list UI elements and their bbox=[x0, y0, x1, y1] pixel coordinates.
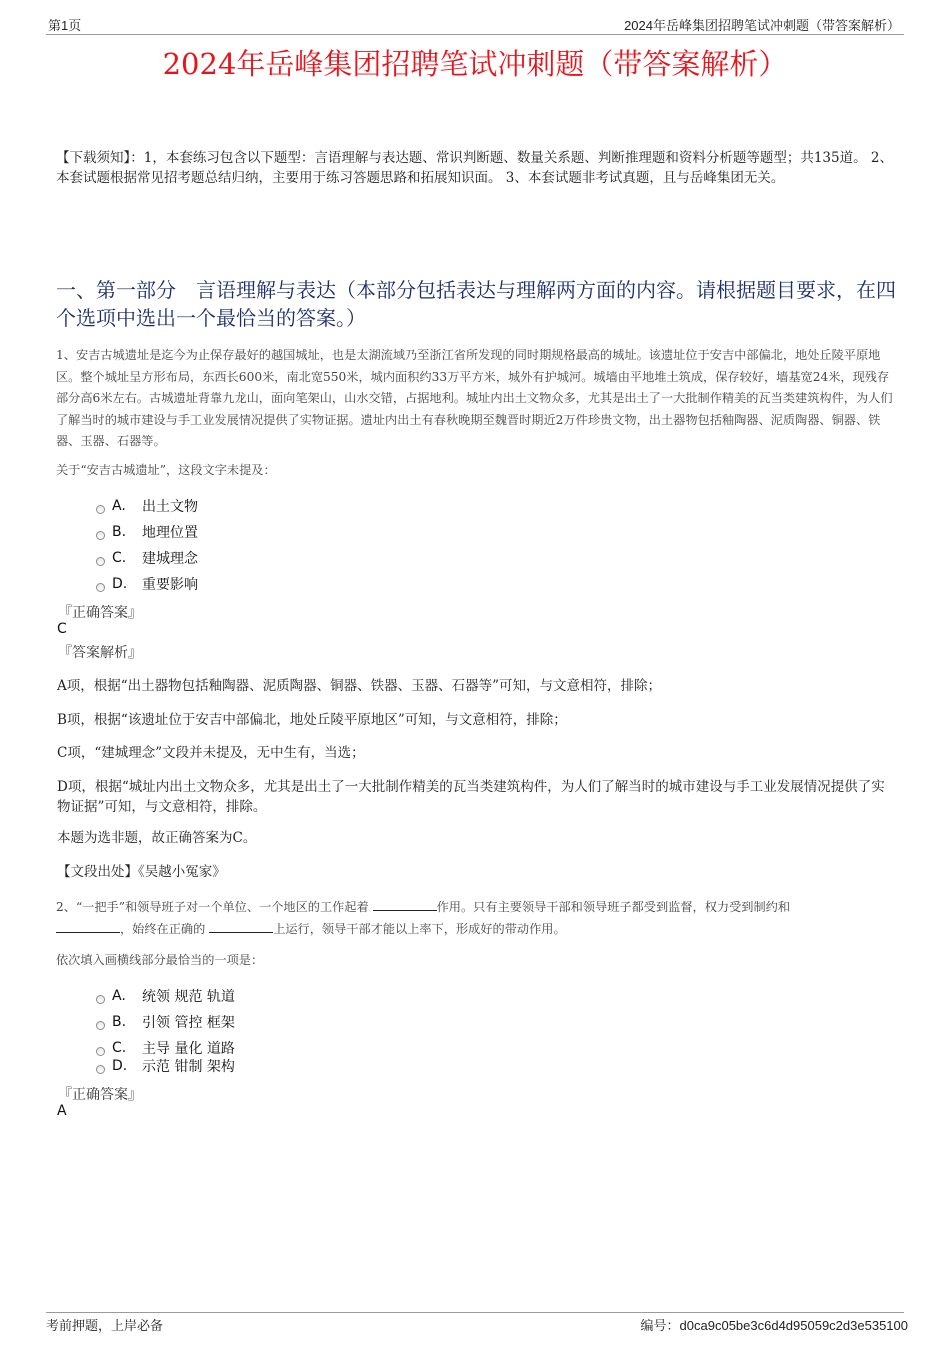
fill-blank-3 bbox=[209, 920, 273, 933]
option-d[interactable]: D. 示范 钳制 架构 bbox=[96, 1056, 235, 1076]
passage-source: 【文段出处】《吴越小冤家》 bbox=[57, 864, 226, 880]
analysis-line-b: B项，根据“该遗址位于安吉中部偏北，地处丘陵平原地区”可知，与文意相符，排除； bbox=[57, 712, 567, 728]
question-2-passage: 2、“一把手”和领导班子对一个单位、一个地区的工作起着 作用。只有主要领导干部和领导班子都受到监督，权力受到制约和 ，始终在正确的 上运行，领导干部才能以上率下，形成好的带动作用。 bbox=[56, 900, 791, 936]
radio-button[interactable] bbox=[96, 505, 105, 514]
option-c[interactable]: C. 主导 量化 道路 bbox=[96, 1038, 235, 1058]
fill-blank-1 bbox=[373, 898, 437, 911]
analysis-line-d: D项，根据“城址内出土文物众多，尤其是出土了一大批制作精美的瓦当类建筑构件，为人们了解当时的城市建设与手工业发展情况提供了实物证据”可知，与文意相符，排除。 bbox=[57, 779, 885, 815]
radio-button[interactable] bbox=[96, 1021, 105, 1030]
document-code: 编号：d0ca9c05be3c6d4d95059c2d3e535100 bbox=[640, 1318, 908, 1333]
page-number: 第1页 bbox=[48, 18, 82, 33]
footer-slogan: 考前押题，上岸必备 bbox=[46, 1318, 164, 1333]
option-a[interactable]: A. 统领 规范 轨道 bbox=[96, 986, 235, 1006]
correct-answer-label: 『正确答案』 bbox=[58, 605, 142, 621]
radio-button[interactable] bbox=[96, 1065, 105, 1074]
question-2-prompt: 依次填入画横线部分最恰当的一项是： bbox=[56, 953, 264, 967]
correct-answer-label: 『正确答案』 bbox=[58, 1087, 142, 1103]
radio-button[interactable] bbox=[96, 583, 105, 592]
option-a[interactable]: A. 出土文物 bbox=[96, 496, 198, 516]
correct-answer-value: A bbox=[57, 1103, 67, 1119]
option-d[interactable]: D. 重要影响 bbox=[96, 574, 198, 594]
document-title: 2024年岳峰集团招聘笔试冲刺题（带答案解析） bbox=[162, 47, 788, 81]
page-footer bbox=[46, 1312, 908, 1333]
header-doc-title: 2024年岳峰集团招聘笔试冲刺题（带答案解析） bbox=[624, 18, 900, 33]
radio-button[interactable] bbox=[96, 1047, 105, 1056]
option-c[interactable]: C. 建城理念 bbox=[96, 548, 198, 568]
option-b[interactable]: B. 地理位置 bbox=[96, 522, 198, 542]
analysis-line-a: A项，根据“出土器物包括釉陶器、泥质陶器、铜器、铁器、玉器、石器等”可知，与文意相符，排除； bbox=[57, 678, 662, 694]
analysis-line-c: C项，“建城理念”文段并未提及，无中生有，当选； bbox=[57, 745, 365, 761]
download-notice: 【下载须知】：1，本套练习包含以下题型：言语理解与表达题、常识判断题、数量关系题、判断推理题和资料分析题等题型；共135道。 2、本套试题根据常见招考题总结归纳，主要用于练习答题思路和拓展知识面。 3、本套试题非考试真题，且与岳峰集团无关。 bbox=[56, 150, 893, 186]
page-header bbox=[46, 14, 904, 35]
question-1-passage: 1、安吉古城遗址是迄今为止保存最好的越国城址，也是太湖流域乃至浙江省所发现的同时期规格最高的城址。该遗址位于安吉中部偏北，地处丘陵平原地区。整个城址呈方形布局，东西长600米，南北宽550米，城内面积约33万平方米，城外有护城河。城墙由平地堆土筑成，保存较好，墙基宽24米，现残存部分高6米左右。古城遗址背靠九龙山，面向笔架山，山水交错，占据地利。城址内出土文物众多，尤其是出土了一大批制作精美的瓦当类建筑构件，为人们了解当时的城市建设与手工业发展情况提供了实物证据。遗址内出土有春秋晚期至魏晋时期近2万件珍贵文物，出土器物包括釉陶器、泥质陶器、铜器、铁器、玉器、石器等。 bbox=[56, 348, 893, 448]
question-1-prompt: 关于“安吉古城遗址”，这段文字未提及： bbox=[56, 463, 276, 477]
fill-blank-2 bbox=[56, 920, 120, 933]
correct-answer-value: C bbox=[57, 621, 67, 637]
radio-button[interactable] bbox=[96, 995, 105, 1004]
radio-button[interactable] bbox=[96, 557, 105, 566]
option-b[interactable]: B. 引领 管控 框架 bbox=[96, 1012, 235, 1032]
radio-button[interactable] bbox=[96, 531, 105, 540]
analysis-label: 『答案解析』 bbox=[58, 645, 142, 661]
section-heading: 一、第一部分 言语理解与表达（本部分包括表达与理解两方面的内容。请根据题目要求，在四个选项中选出一个最恰当的答案。） bbox=[56, 278, 896, 330]
analysis-conclusion: 本题为选非题，故正确答案为C。 bbox=[57, 830, 257, 846]
